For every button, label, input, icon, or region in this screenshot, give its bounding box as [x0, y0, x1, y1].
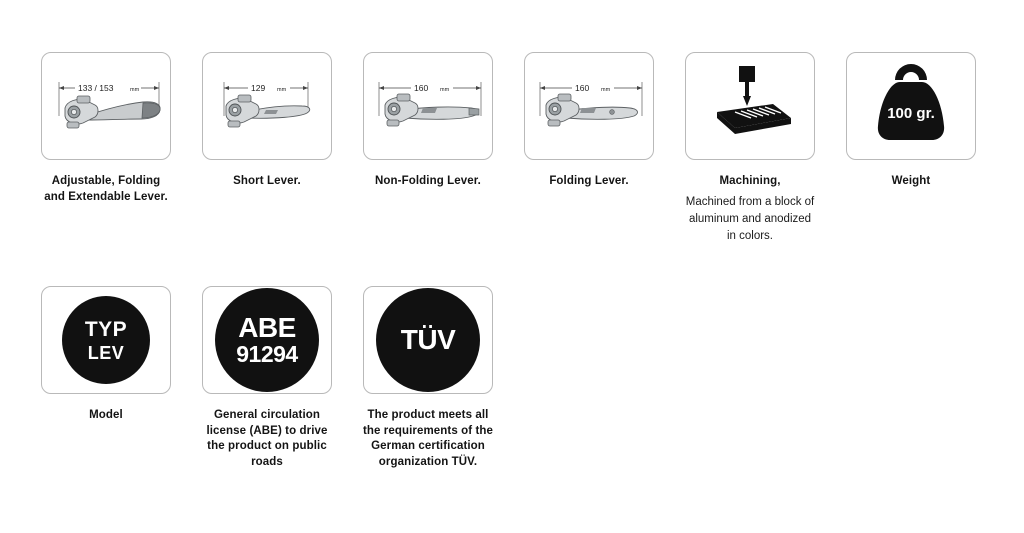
dimension-unit: mm	[601, 87, 611, 93]
feature-caption: Weight	[891, 175, 931, 187]
lever-card	[202, 52, 332, 160]
tuv-card	[363, 286, 493, 394]
feature-short-lever	[201, 52, 333, 190]
feature-weight	[845, 52, 977, 190]
weight-badge-text: 100 gr.	[887, 105, 935, 122]
badge-line-1: TYP	[84, 317, 128, 341]
feature-model	[40, 286, 172, 424]
lever-card	[524, 52, 654, 160]
abe-badge-icon	[215, 288, 319, 392]
feature-tuv-certification	[362, 286, 494, 470]
weight-kettlebell-icon	[856, 56, 966, 156]
feature-non-folding-lever	[362, 52, 494, 190]
dimension-unit: mm	[130, 87, 140, 93]
feature-machining	[684, 52, 816, 245]
certification-row	[40, 286, 984, 470]
feature-caption: The product meets all the requirements of the German certification organization TÜV.	[362, 409, 494, 468]
feature-caption: Non-Folding Lever.	[375, 175, 481, 187]
badge-line-1: ABE	[238, 312, 296, 344]
feature-caption: Adjustable, Folding and Extendable Lever.	[44, 175, 168, 203]
lever-folding-icon	[526, 54, 652, 158]
model-card	[41, 286, 171, 394]
badge-line-2: 91294	[236, 341, 298, 368]
dimension-unit: mm	[277, 87, 287, 93]
feature-row-primary	[40, 52, 984, 245]
abe-card	[202, 286, 332, 394]
feature-caption: Machining,	[719, 175, 781, 187]
dimension-value: 129	[251, 83, 266, 93]
feature-caption: General circulation license (ABE) to drive the product on public roads	[206, 409, 328, 468]
lever-card	[363, 52, 493, 160]
badge-line-1: TÜV	[400, 324, 456, 356]
feature-caption: Model	[89, 409, 123, 422]
badge-line-2: LEV	[87, 342, 125, 363]
feature-subcaption: Machined from a block of aluminum and anodized in colors.	[685, 195, 815, 243]
typ-lev-badge-icon	[62, 296, 150, 384]
feature-abe-license	[201, 286, 333, 470]
dimension-value: 133 / 153	[78, 83, 114, 93]
weight-card	[846, 52, 976, 160]
lever-non-folding-icon	[365, 54, 491, 158]
dimension-value: 160	[414, 83, 429, 93]
feature-folding-lever	[523, 52, 655, 190]
machining-card	[685, 52, 815, 160]
lever-short-icon	[204, 54, 330, 158]
feature-adjustable-folding-extendable-lever	[40, 52, 172, 205]
feature-caption: Short Lever.	[233, 175, 301, 187]
lever-card	[41, 52, 171, 160]
tuv-badge-icon	[376, 288, 480, 392]
dimension-unit: mm	[440, 87, 450, 93]
feature-caption: Folding Lever.	[549, 175, 629, 187]
cnc-machining-icon	[695, 56, 805, 156]
lever-adjustable-icon	[43, 54, 169, 158]
dimension-value: 160	[575, 83, 590, 93]
